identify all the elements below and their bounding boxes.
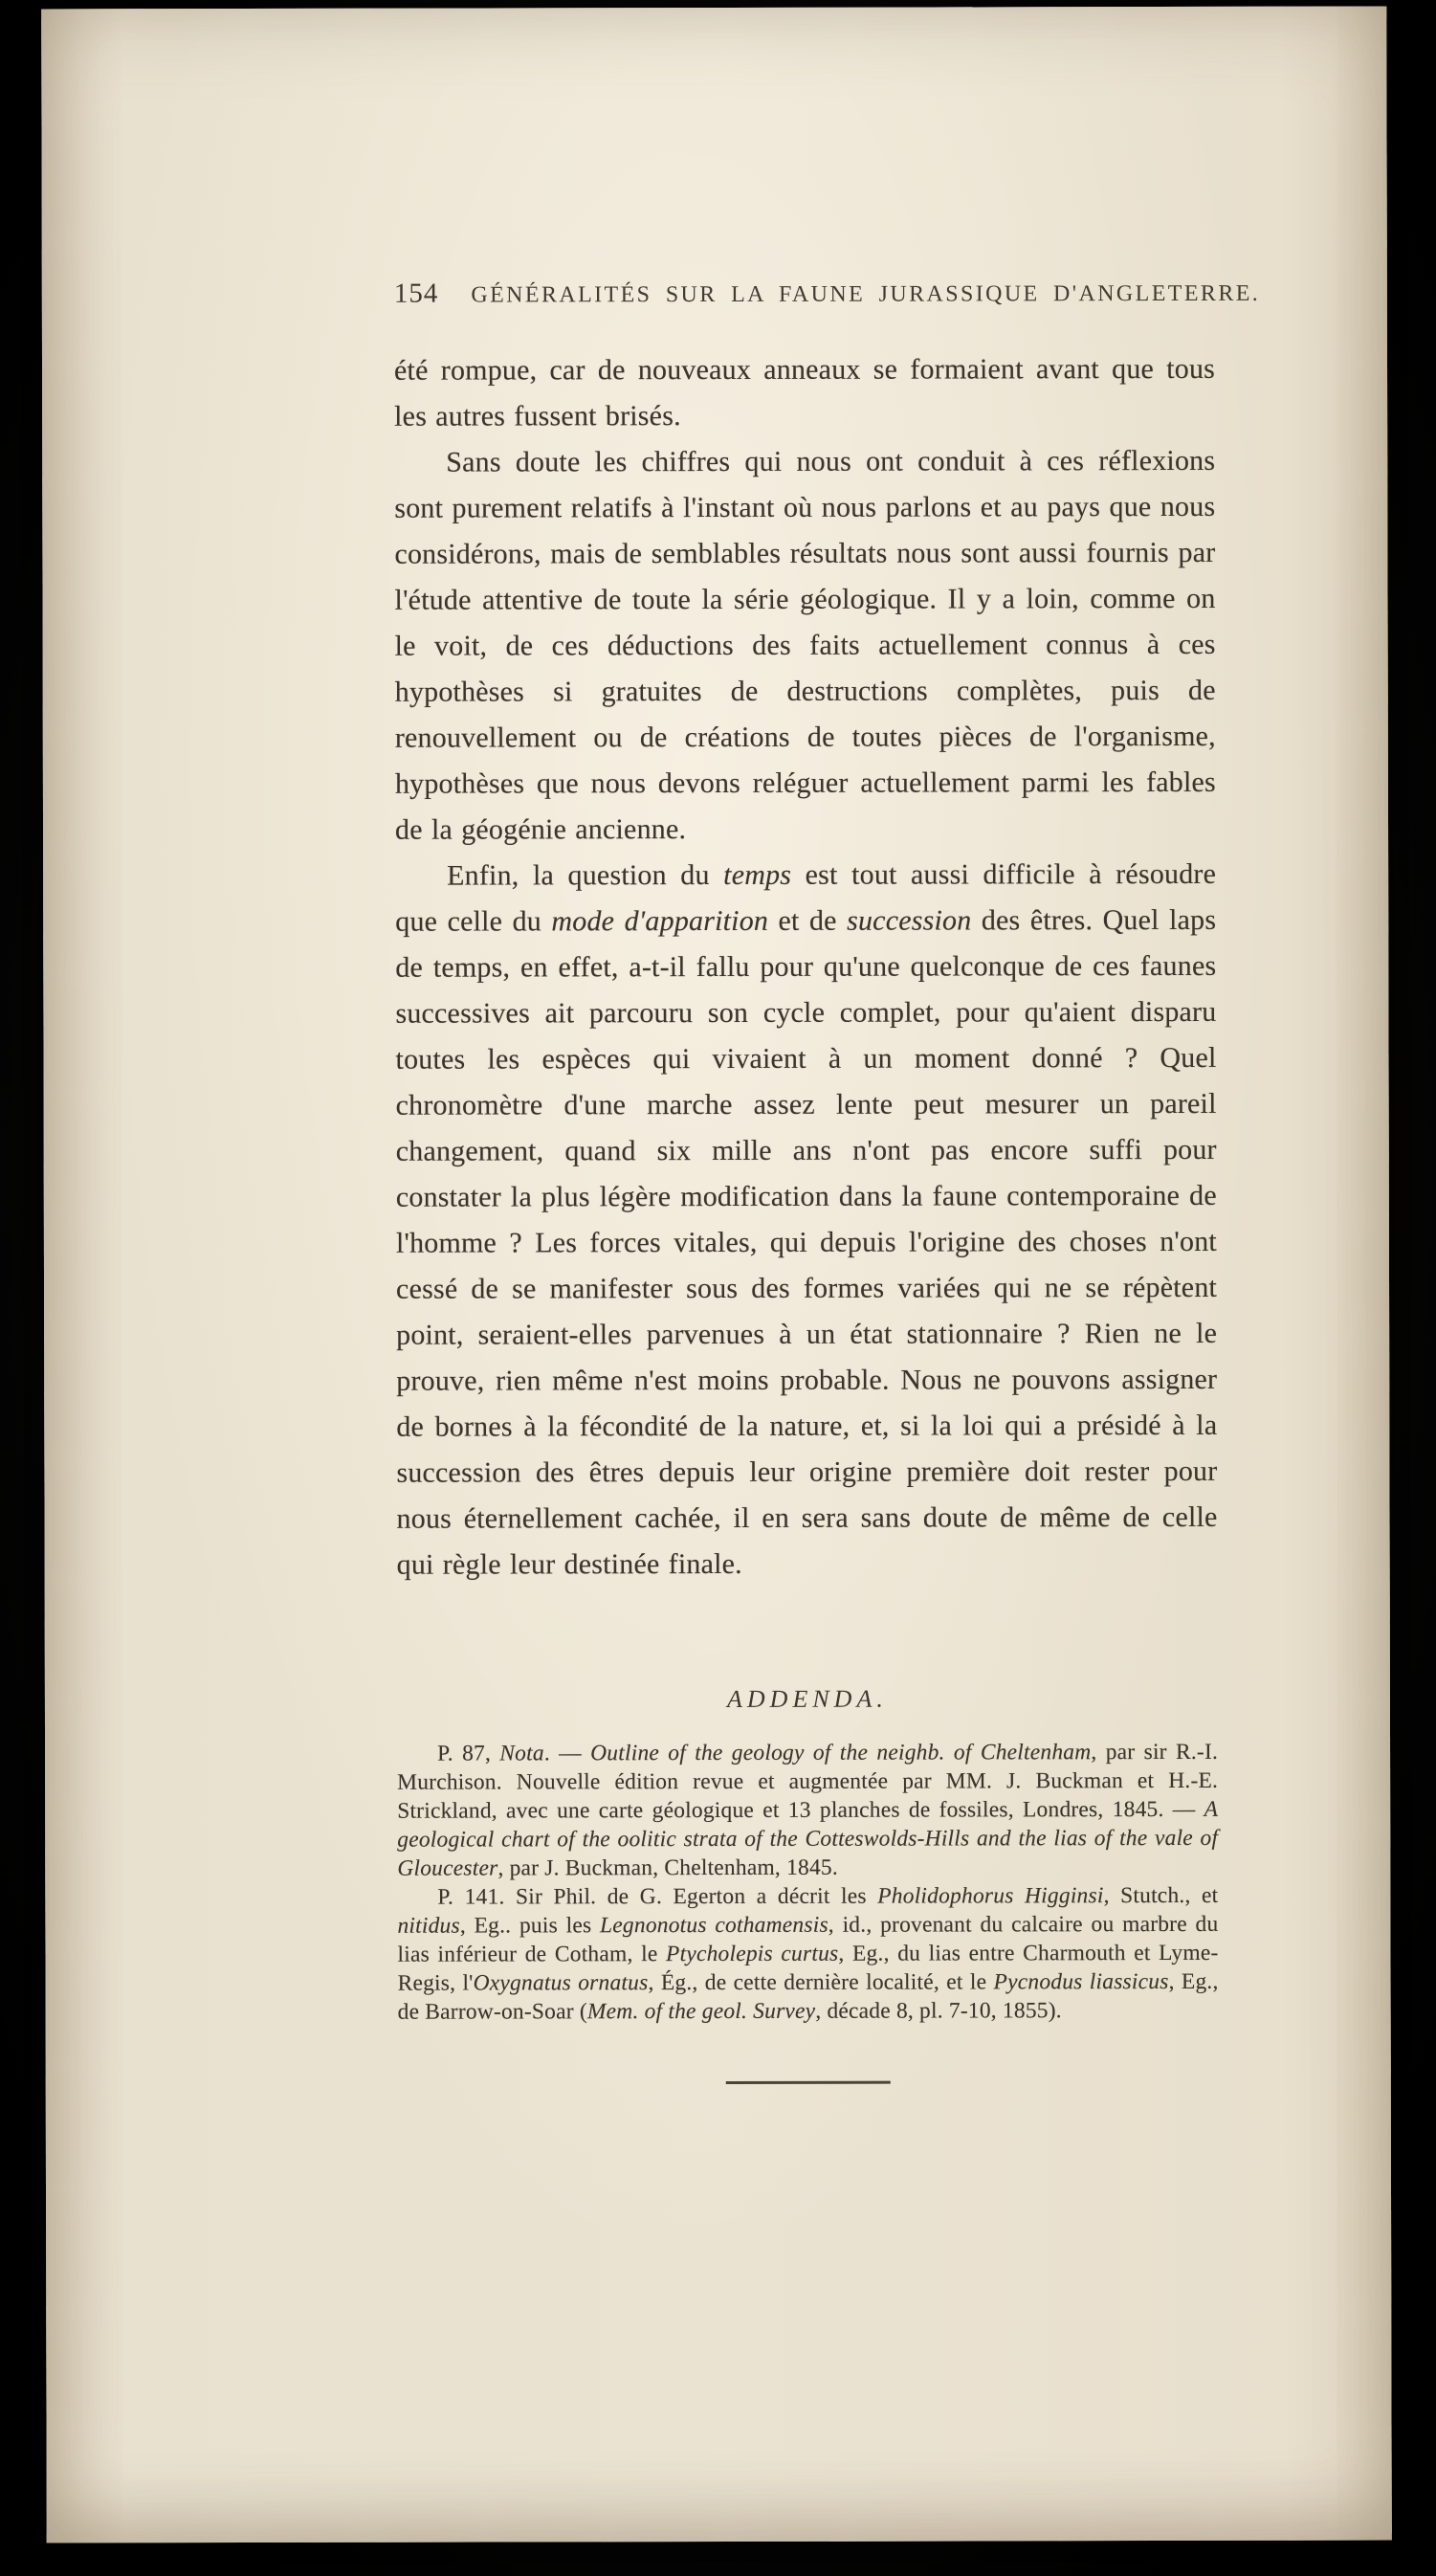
italic-text: nitidus — [397, 1913, 460, 1939]
text-segment: et de — [768, 904, 848, 937]
italic-text: Oxygnatus ornatus — [473, 1970, 649, 1996]
text-segment: P. 87, — [437, 1741, 500, 1766]
running-title: GÉNÉRALITÉS SUR LA FAUNE JURASSIQUE D'ANGLETERRE. — [471, 280, 1261, 308]
text-segment: P. 141. Sir Phil. de G. Egerton a décrit les — [437, 1883, 878, 1910]
addenda-heading: ADDENDA. — [726, 1684, 888, 1713]
paragraph — [397, 1881, 1218, 2027]
text-segment: , Eg., du lias entre Charmouth et Lyme-Regis, l' — [397, 1940, 1219, 1996]
text-segment: , Stutch., et — [1103, 1882, 1219, 1909]
text-segment: Sans doute les chiffres qui nous ont conduit à ces réflexions sont purement relatifs à l'instant où nous parlons et au pays que nous considérons, mais de semblables résultats nous sont aussi fournis par l'étude attentive de toute la série géologique. Il y a loin, comme on le voit, de ces déductions des faits actuellement connus à ces hypothèses si gratuites de destructions complètes, puis de renouvellement ou de créations de toutes pièces de l'organisme, hypothèses que nous devons reléguer actuellement parmi les fables de la géogénie ancienne. — [394, 444, 1216, 846]
italic-text: Ptycholepis curtus — [665, 1941, 839, 1967]
text-segment: , Ég., de cette dernière localité, et le — [648, 1969, 994, 1996]
text-segment: , par J. Buckman, Cheltenham, 1845. — [497, 1854, 838, 1881]
addenda-section — [397, 1738, 1219, 2027]
text-segment: . — — [543, 1741, 591, 1766]
text-segment: des êtres. Quel laps de temps, en effet, a-t-il fallu pour qu'une quelconque de ces faunes successives ait parcouru son cycle complet, pour qu'aient disparu toutes les espèces qui vivaient à un moment donné ? Quel chronomètre d'une marche assez lente peut mesurer un pareil changement, quand six mille ans n'ont pas encore suffi pour constater la plus légère modification dans la faune contemporaine de l'homme ? Les forces vitales, qui depuis l'origine des choses n'ont cessé de se manifester sous des formes variées qui ne se répètent point, seraient-elles parvenues à un état stationnaire ? Rien ne le prouve, rien même n'est moins probable. Nous ne pouvons assigner de bornes à la fécondité de la nature, et, si la loi qui a présidé à la succession des êtres depuis leur origine première doit rester pour nous éternellement cachée, il en sera sans doute de même de celle qui règle leur destinée finale. — [395, 903, 1218, 1581]
end-rule — [726, 2081, 891, 2084]
italic-text: temps — [723, 858, 792, 891]
text-segment: est tout aussi difficile à résoudre que celle du — [395, 857, 1217, 938]
text-segment: , Eg., de Barrow-on-Soar ( — [397, 1968, 1219, 2025]
text-segment: Enfin, la question du — [447, 858, 724, 892]
text-segment: , décade 8, pl. 7-10, 1855). — [815, 1998, 1062, 2024]
italic-text: Pycnodus liassicus — [993, 1969, 1169, 1995]
body-text — [394, 346, 1218, 1588]
italic-text: Pholidophorus Higginsi — [877, 1883, 1104, 1909]
paragraph — [397, 1738, 1218, 1883]
page-number: 154 — [393, 278, 439, 309]
italic-text: Nota — [499, 1741, 544, 1766]
page-content — [393, 277, 1261, 2085]
italic-text: Mem. of the geol. Survey — [586, 1998, 816, 2025]
page-header — [393, 277, 1261, 310]
italic-text: succession — [847, 904, 972, 937]
text-segment: , id., provenant du calcaire ou marbre du lias inférieur de Cotham, le — [397, 1911, 1219, 1967]
paragraph — [395, 852, 1218, 1588]
italic-text: A geological chart of the oolitic strata of the Cotteswolds-Hills and the lias of the vale of Gloucester — [397, 1796, 1219, 1881]
paragraph — [394, 346, 1215, 440]
italic-text: Outline of the geology of the neighb. of Cheltenham — [590, 1740, 1092, 1766]
italic-text: Legnonotus cothamensis — [599, 1912, 828, 1939]
text-segment: , par sir R.-I. Murchison. Nouvelle édition revue et augmentée par MM. J. Buckman et H.-E. Strickland, avec une carte géologique et 13 planches de fossiles, Londres, 1845. — — [397, 1739, 1219, 1824]
text-segment: , Eg.. puis les — [459, 1913, 601, 1939]
italic-text: mode d'apparition — [551, 904, 769, 938]
book-page — [41, 7, 1392, 2543]
paragraph — [394, 438, 1216, 854]
text-segment: été rompue, car de nouveaux anneaux se formaient avant que tous les autres fussent brisés. — [393, 352, 1216, 433]
